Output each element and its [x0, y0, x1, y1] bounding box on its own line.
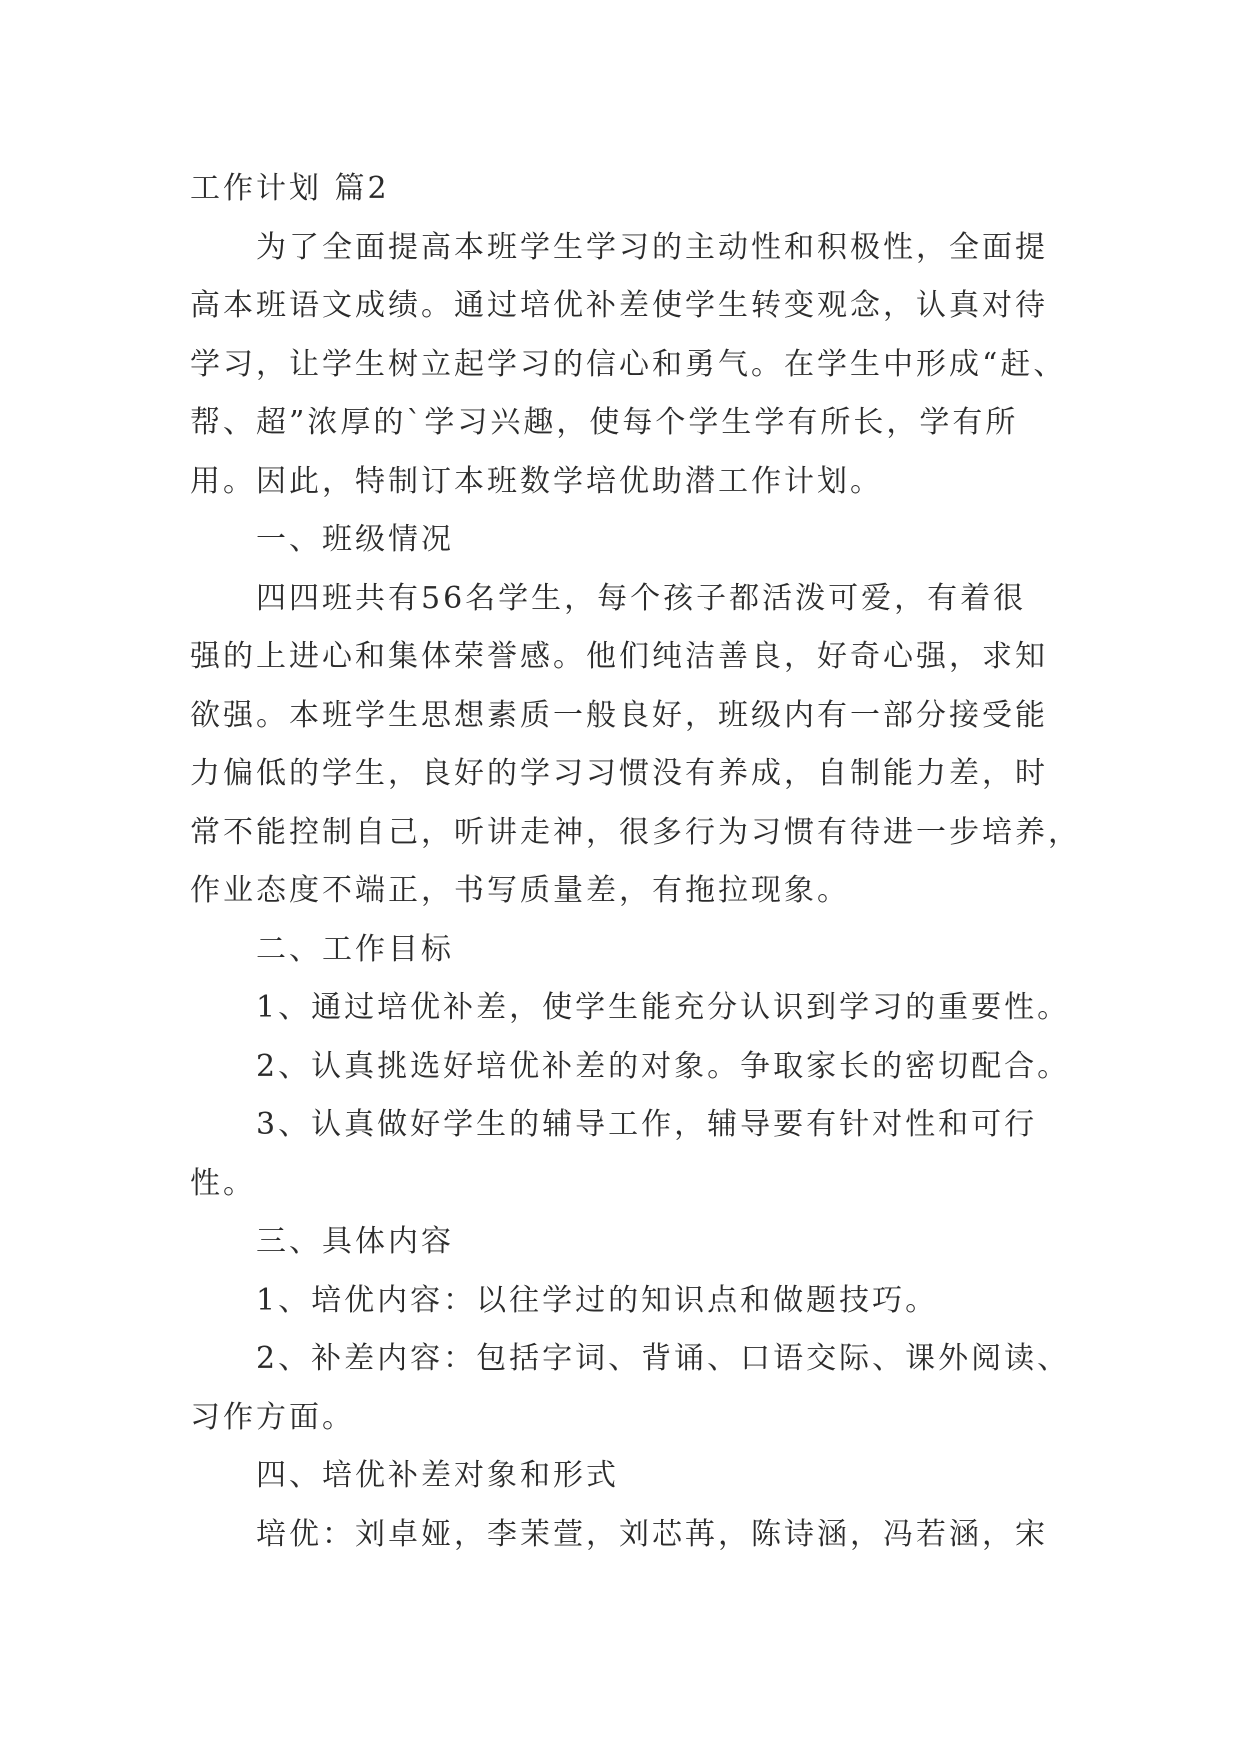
section-heading: 四、培优补差对象和形式: [256, 1458, 619, 1493]
list-item: 3、认真做好学生的辅导工作，辅导要有针对性和可行: [256, 1107, 1038, 1142]
list-item: 1、培优内容：以往学过的知识点和做题技巧。: [256, 1282, 939, 1318]
paragraph-line: 欲强。本班学生思想素质一般良好，班级内有一部分接受能: [190, 697, 1048, 733]
paragraph-line: 四四班共有56名学生，每个孩子都活泼可爱，有着很: [256, 580, 1027, 616]
paragraph-line: 力偏低的学生，良好的学习习惯没有养成，自制能力差，时: [190, 756, 1048, 791]
paragraph-line: 高本班语文成绩。通过培优补差使学生转变观念，认真对待: [190, 288, 1048, 323]
document-title: 工作计划 篇2: [190, 171, 390, 206]
section-heading: 二、工作目标: [256, 931, 454, 967]
document-body: [190, 160, 1081, 1564]
section-heading: 一、班级情况: [256, 522, 454, 557]
list-item: 1、通过培优补差，使学生能充分认识到学习的重要性。: [256, 990, 1071, 1025]
paragraph-line: 培优：刘卓娅，李茉萱，刘芯苒，陈诗涵，冯若涵，宋: [256, 1516, 1048, 1552]
section-heading: 三、具体内容: [256, 1224, 454, 1259]
paragraph-line: 强的上进心和集体荣誉感。他们纯洁善良，好奇心强，求知: [190, 639, 1048, 674]
paragraph-line: 帮、超”浓厚的`学习兴趣，使每个学生学有所长，学有所: [190, 405, 1019, 440]
list-item: 2、认真挑选好培优补差的对象。争取家长的密切配合。: [256, 1048, 1071, 1084]
paragraph-line: 为了全面提高本班学生学习的主动性和积极性，全面提: [256, 229, 1048, 265]
paragraph-line: 常不能控制自己，听讲走神，很多行为习惯有待进一步培养，: [190, 814, 1081, 850]
paragraph-line: 作业态度不端正，书写质量差，有拖拉现象。: [190, 873, 850, 908]
list-item-continuation: 习作方面。: [190, 1399, 355, 1435]
list-item-continuation: 性。: [190, 1165, 256, 1201]
list-item: 2、补差内容：包括字词、背诵、口语交际、课外阅读、: [256, 1341, 1071, 1376]
paragraph-line: 用。因此，特制订本班数学培优助潜工作计划。: [190, 463, 883, 499]
paragraph-line: 学习，让学生树立起学习的信心和勇气。在学生中形成“赶、: [190, 346, 1067, 382]
